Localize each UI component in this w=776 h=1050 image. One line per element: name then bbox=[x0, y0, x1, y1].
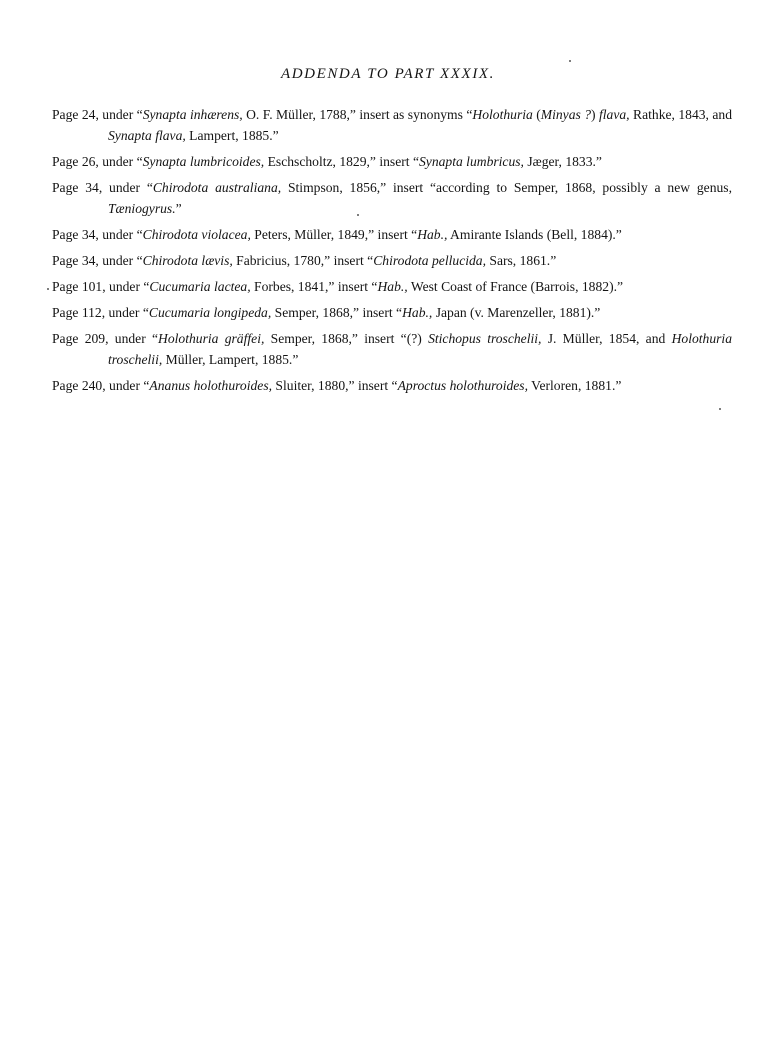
scan-speck bbox=[569, 60, 571, 62]
addendum-entry: Page 26, under “Synapta lumbricoides, Eschscholtz, 1829,” insert “Synapta lumbricus, Jæger, 1833.” bbox=[52, 154, 602, 169]
page-reference: Page 240, bbox=[52, 378, 106, 393]
page-reference: Page 24, bbox=[52, 107, 99, 122]
page-reference: Page 34, bbox=[52, 227, 99, 242]
taxon-name: Chirodota lævis, bbox=[142, 253, 233, 268]
inserted-taxon: flava, bbox=[599, 107, 630, 122]
inserted-taxon: Synapta lumbricus, bbox=[418, 154, 524, 169]
scan-speck bbox=[357, 214, 359, 216]
addendum-entry: Page 112, under “Cucumaria longipeda, Semper, 1868,” insert “Hab., Japan (v. Marenzeller, 1881).” bbox=[52, 305, 601, 320]
addendum-entry: Page 101, under “Cucumaria lactea, Forbes, 1841,” insert “Hab., West Coast of France (Barrois, 1882).” bbox=[52, 279, 624, 294]
inserted-taxon: Aproctus holothuroides, bbox=[397, 378, 528, 393]
page-reference: Page 26, bbox=[52, 154, 99, 169]
page-reference: Page 34, bbox=[52, 180, 103, 195]
taxon-name: Ananus holothuroides, bbox=[149, 378, 273, 393]
scan-speck bbox=[719, 408, 721, 410]
inserted-taxon: Minyas ? bbox=[540, 107, 592, 122]
inserted-taxon: Chirodota pellucida, bbox=[373, 253, 486, 268]
addendum-entry: Page 24, under “Synapta inhærens, O. F. Müller, 1788,” insert as synonyms “Holothuria (Minyas ?) flava, Rathke, 1843, and Synapta flava, Lampert, 1885.” bbox=[52, 107, 732, 143]
inserted-taxon: Holothuria troschelii, bbox=[108, 331, 732, 367]
addendum-entry: Page 34, under “Chirodota lævis, Fabricius, 1780,” insert “Chirodota pellucida, Sars, 1861.” bbox=[52, 253, 557, 268]
page-reference: Page 112, bbox=[52, 305, 106, 320]
habitat-label: Hab., bbox=[377, 279, 408, 294]
addendum-entry: Page 209, under “Holothuria gräffei, Semper, 1868,” insert “(?) Stichopus troschelii, J. Müller, 1854, and Holothuria troschelii, Müller, Lampert, 1885.” bbox=[52, 331, 732, 367]
page-reference: Page 209, bbox=[52, 331, 109, 346]
taxon-name: Synapta lumbricoides, bbox=[142, 154, 265, 169]
habitat-label: Hab., bbox=[417, 227, 448, 242]
habitat-label: Hab., bbox=[402, 305, 433, 320]
inserted-taxon: Stichopus troschelii, bbox=[428, 331, 542, 346]
page-reference: Page 34, bbox=[52, 253, 99, 268]
taxon-name: Holothuria gräffei, bbox=[158, 331, 265, 346]
addendum-entry: Page 34, under “Chirodota violacea, Peters, Müller, 1849,” insert “Hab., Amirante Islands (Bell, 1884).” bbox=[52, 227, 622, 242]
page-title: ADDENDA TO PART XXXIX. bbox=[280, 66, 496, 82]
addenda-list bbox=[52, 104, 732, 401]
addendum-entry: Page 240, under “Ananus holothuroides, Sluiter, 1880,” insert “Aproctus holothuroides, Verloren, 1881.” bbox=[52, 378, 622, 393]
inserted-taxon: Tæniogyrus. bbox=[108, 201, 176, 216]
taxon-name: Synapta inhærens, bbox=[142, 107, 243, 122]
inserted-taxon: Synapta flava, bbox=[108, 128, 186, 143]
taxon-name: Cucumaria lactea, bbox=[149, 279, 251, 294]
scan-speck bbox=[47, 288, 49, 290]
addendum-entry: Page 34, under “Chirodota australiana, Stimpson, 1856,” insert “according to Semper, 1868, possibly a new genus, Tæniogyrus.” bbox=[52, 180, 732, 216]
inserted-taxon: Holothuria bbox=[472, 107, 533, 122]
page-reference: Page 101, bbox=[52, 279, 106, 294]
taxon-name: Chirodota violacea, bbox=[142, 227, 251, 242]
taxon-name: Chirodota australiana, bbox=[152, 180, 282, 195]
taxon-name: Cucumaria longipeda, bbox=[148, 305, 272, 320]
